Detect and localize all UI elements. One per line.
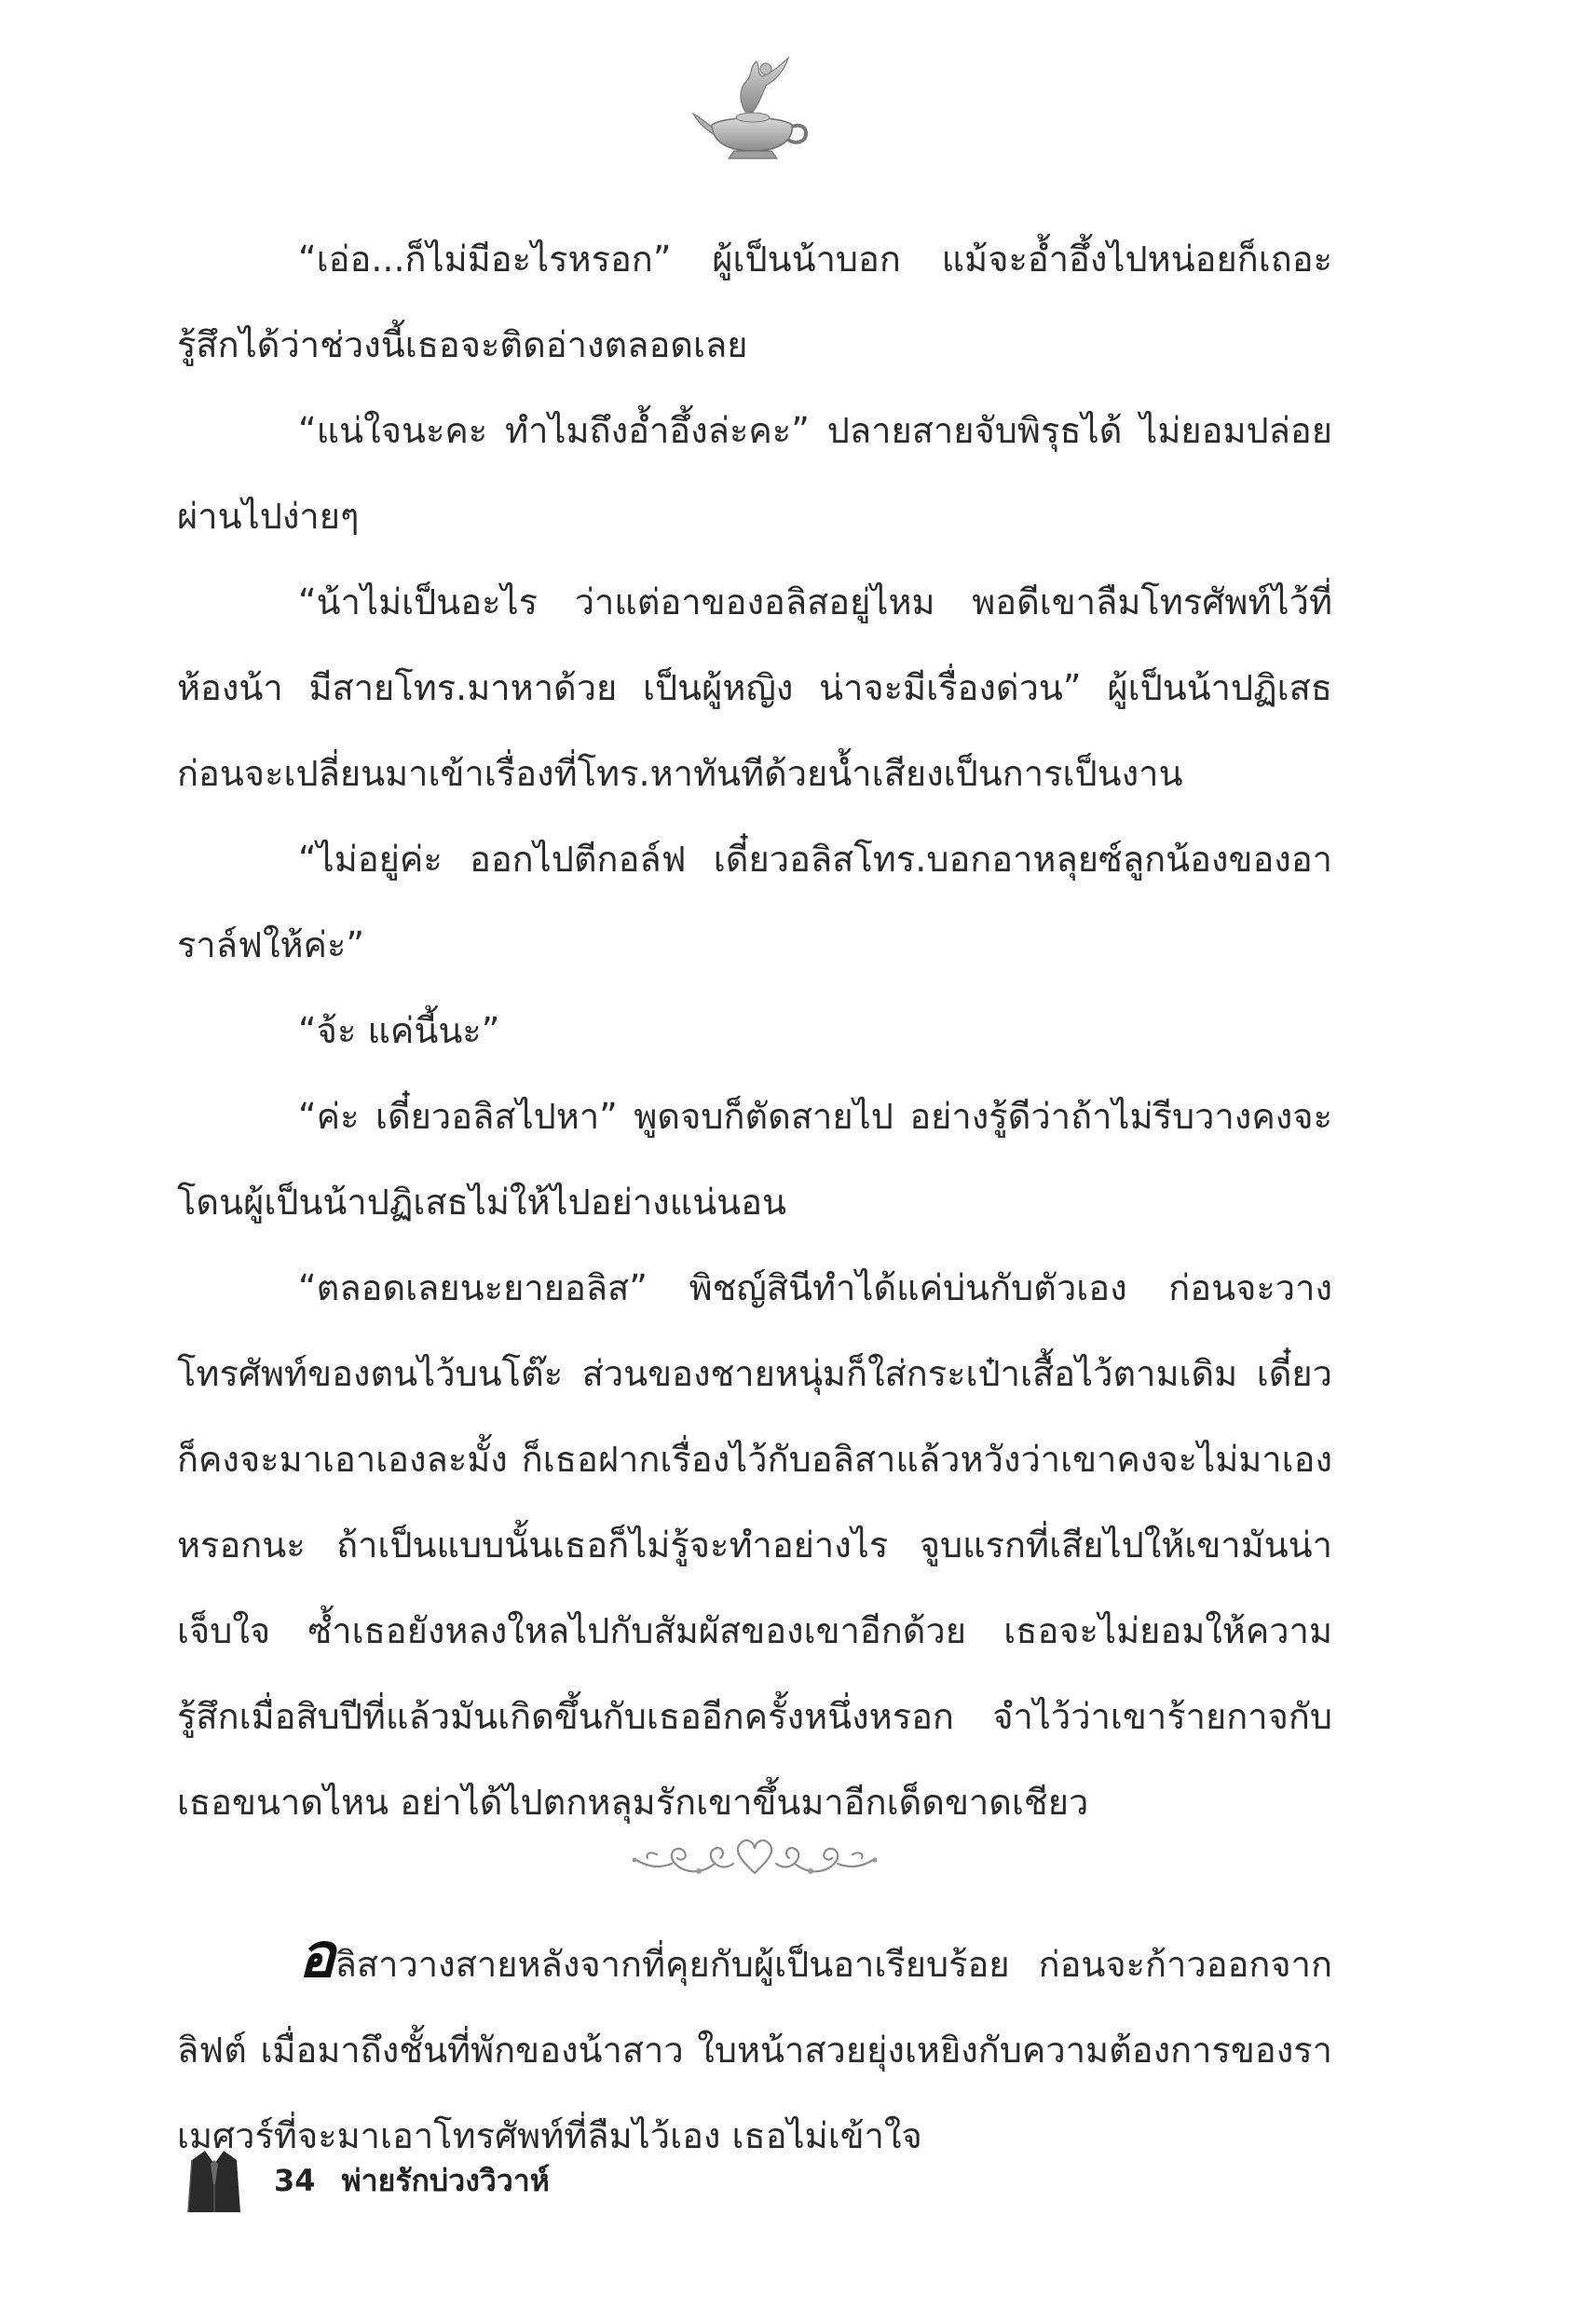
genie-lamp-ornament-icon: [691, 54, 812, 164]
paragraph: “น้าไม่เป็นอะไร ว่าแต่อาของอลิสอยู่ไหม พอดีเขาลืมโทรศัพท์ไว้ที่ห้องน้า มีสายโทร.มาหาด้วย เป็นผู้หญิง น่าจะมีเรื่องด่วน” ผู้เป็นน้าปฏิเสธก่อนจะเปลี่ยนมาเข้าเรื่องที่โทร.หาทันทีด้วยน้ำเสียงเป็นการเป็นงาน: [177, 581, 1332, 794]
paragraph: “ตลอดเลยนะยายอลิส” พิชญ์สินีทำได้แค่บ่นกับตัวเอง ก่อนจะวางโทรศัพท์ของตนไว้บนโต๊ะ ส่วนของชายหนุ่มก็ใส่กระเป๋าเสื้อไว้ตามเดิม เดี๋ยวก็คงจะมาเอาเองละมั้ง ก็เธอฝากเรื่องไว้กับอลิสาแล้วหวังว่าเขาคงจะไม่มาเองหรอกนะ ถ้าเป็นแบบนั้นเธอก็ไม่รู้จะทำอย่างไร จูบแรกที่เสียไปให้เขามันน่าเจ็บใจ ซ้ำเธอยังหลงใหลไปกับสัมผัสของเขาอีกด้วย เธอจะไม่ยอมให้ความรู้สึกเมื่อสิบปีที่แล้วมันเกิดขึ้นกับเธออีกครั้งหนึ่งหรอก จำไว้ว่าเขาร้ายกาจกับเธอขนาดไหน อย่าได้ไปตกหลุมรักเขาขึ้นมาอีกเด็ดขาดเชียว: [177, 1267, 1332, 1823]
paragraph-body: ลิสาวางสายหลังจากที่คุยกับผู้เป็นอาเรียบร้อย ก่อนจะก้าวออกจากลิฟต์ เมื่อมาถึงชั้นที่พักของน้าสาว ใบหน้าสวยยุ่งเหยิงกับความต้องการของราเมศวร์ที่จะมาเอาโทรศัพท์ที่ลืมไว้เอง เธอไม่เข้าใจ: [177, 1944, 1332, 2156]
page-footer: [186, 2143, 550, 2218]
paragraph: “จ้ะ แค่นี้นะ”: [298, 1010, 500, 1051]
section-2-text: [177, 1921, 1332, 2179]
suit-jacket-icon: [186, 2147, 242, 2214]
paragraph: [177, 1921, 1332, 2179]
paragraph: “เอ่อ...ก็ไม่มีอะไรหรอก” ผู้เป็นน้าบอก แม้จะอ้ำอึ้งไปหน่อยก็เถอะ รู้สึกได้ว่าช่วงนี้เธอจะติดอ่างตลอดเลย: [177, 239, 1332, 365]
paragraph: “ค่ะ เดี๋ยวอลิสไปหา” พูดจบก็ตัดสายไป อย่างรู้ดีว่าถ้าไม่รีบวางคงจะโดนผู้เป็นน้าปฏิเสธไม่ให้ไปอย่างแน่นอน: [177, 1096, 1332, 1223]
body-text: [177, 216, 1332, 1845]
book-title: พ่ายรักบ่วงวิวาห์: [341, 2162, 550, 2198]
paragraph: “แน่ใจนะคะ ทำไมถึงอ้ำอึ้งล่ะคะ” ปลายสายจับพิรุธได้ ไม่ยอมปล่อยผ่านไปง่ายๆ: [177, 410, 1332, 537]
heart-swirl-divider-icon: [629, 1826, 880, 1892]
page-number: 34: [274, 2163, 316, 2198]
drop-cap: อ: [298, 1920, 335, 1991]
paragraph: “ไม่อยู่ค่ะ ออกไปตีกอล์ฟ เดี๋ยวอลิสโทร.บอกอาหลุยซ์ลูกน้องของอาราล์ฟให้ค่ะ”: [177, 839, 1332, 965]
